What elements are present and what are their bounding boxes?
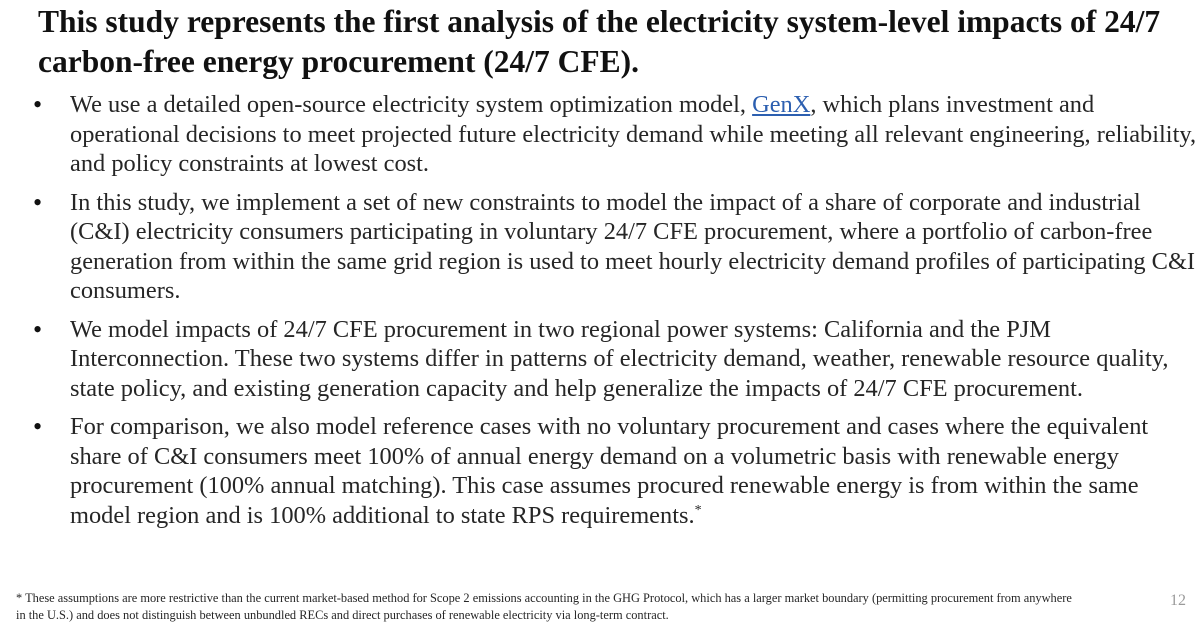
bullet-text: For comparison, we also model reference cases with no voluntary procurement and cases where the equivalent share of C&I consumers meet 100% of annual energy demand on a volumetric basis with renewable energy procurement (100% annual matching). This case assumes procured renewable energy is from within the same model region and is 100% additional to state RPS requirements. (70, 413, 1149, 529)
footnote: * These assumptions are more restrictive than the current market-based method for Scope 2 emissions accounting in the GHG Protocol, which has a larger market boundary (permitting procurement from anywhere in the U.S.) and does not distinguish between unbundled RECs and direct purchases of renewable electricity via long-term contract. (16, 591, 1072, 622)
bullet-list (0, 90, 1200, 530)
footnote-marker: * (694, 502, 702, 518)
bullet-item-regions (0, 315, 1200, 404)
bullet-text-after-link: , which plans investment and operational decisions to meet projected future electricity demand while meeting all relevant engineering, reliability, and policy constraints at lowest cost. (70, 91, 1197, 177)
page-number: 12 (1170, 592, 1186, 609)
slide-title: This study represents the first analysis of the electricity system-level impacts of 24/7 carbon-free energy procurement (24/7 CFE). (38, 4, 1161, 79)
bullet-dot-icon: • (33, 187, 43, 217)
bullet-text: We model impacts of 24/7 CFE procurement in two regional power systems: California and the PJM Interconnection. These two systems differ in patterns of electricity demand, weather, renewable resource quality, state policy, and existing generation capacity and help generalize the impacts of 24/7 CFE procurement. (70, 315, 1169, 402)
bullet-dot-icon: • (33, 412, 43, 441)
bullet-dot-icon: • (33, 314, 43, 344)
bullet-item-genx (0, 90, 1200, 179)
bullet-text-before-link: We use a detailed open-source electricity system optimization model, (70, 91, 753, 118)
genx-link[interactable]: GenX (752, 91, 811, 118)
bullet-item-comparison (0, 412, 1200, 530)
bullet-dot-icon: • (33, 90, 43, 119)
bullet-item-constraints (0, 188, 1200, 306)
bullet-text: In this study, we implement a set of new constraints to model the impact of a share of corporate and industrial (C&I) electricity consumers participating in voluntary 24/7 CFE procurement, where a portfolio of carbon-free generation from within the same grid region is used to meet hourly electricity demand profiles of participating C&I consumers. (70, 188, 1196, 304)
